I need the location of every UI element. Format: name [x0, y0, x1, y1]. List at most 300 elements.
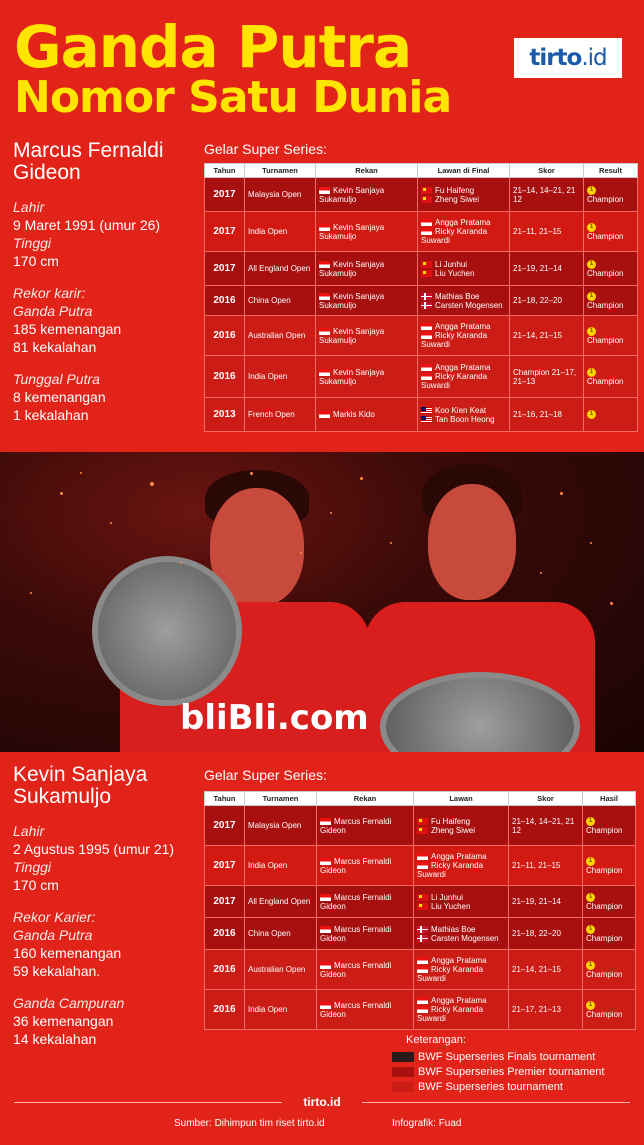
opponent-name: Angga Pratama	[431, 852, 487, 861]
spark-dot	[60, 492, 63, 495]
tinggi-label: Tinggi	[13, 235, 52, 251]
cell-partner	[316, 356, 418, 398]
cell-year: 2017	[205, 846, 245, 886]
cell-tournament: Australian Open	[245, 316, 316, 356]
profile-marcus	[13, 140, 193, 424]
opponent-2	[421, 269, 506, 278]
partner-name: Marcus Fernaldi Gideon	[320, 816, 392, 835]
col-header: Turnamen	[245, 164, 316, 178]
legend-swatch	[392, 1052, 414, 1062]
table1-title: Gelar Super Series:	[204, 141, 327, 157]
partner-name: Kevin Sanjaya Sukamuljo	[319, 367, 385, 386]
result-text: Champion	[587, 194, 624, 204]
col-header: Lawan	[414, 792, 509, 806]
opponent-name: Angga Pratama	[431, 996, 487, 1005]
flag-icon	[421, 407, 432, 414]
cell-opponents	[414, 846, 509, 886]
flag-indonesia-icon	[319, 328, 330, 335]
flag-icon	[421, 416, 432, 423]
col-header: Hasil	[583, 792, 636, 806]
tinggi-label: Tinggi	[13, 859, 52, 875]
cell-year: 2013	[205, 398, 245, 432]
flag-icon	[421, 332, 432, 339]
medal-icon: 1	[587, 260, 596, 269]
flag-indonesia-icon	[319, 369, 330, 376]
cell-score: 21–17, 21–13	[509, 990, 583, 1030]
partner-name: Kevin Sanjaya Sukamuljo	[319, 291, 385, 310]
hero-photo	[0, 452, 644, 752]
opponent-2	[421, 372, 506, 390]
medal-icon: 1	[587, 186, 596, 195]
cell-opponents	[414, 918, 509, 950]
partner-name: Kevin Sanjaya Sukamuljo	[319, 185, 385, 204]
cat2-loss: 1 kekalahan	[13, 407, 89, 423]
cell-tournament: All England Open	[245, 886, 317, 918]
opponent-2	[421, 195, 506, 204]
table2-title: Gelar Super Series:	[204, 767, 327, 783]
opponent-name: Zheng Siwei	[431, 825, 476, 835]
cell-tournament: India Open	[245, 212, 316, 252]
cell-year: 2017	[205, 886, 245, 918]
result-text: Champion	[587, 231, 624, 241]
partner-name: Marcus Fernaldi Gideon	[320, 924, 392, 943]
flag-indonesia-icon	[320, 926, 331, 933]
result-text: Champion	[587, 300, 624, 310]
opponent-name: Mathias Boe	[435, 291, 480, 301]
table-row	[205, 178, 638, 212]
opponent-1	[417, 925, 505, 934]
spark-dot	[330, 512, 332, 514]
name-line-2: Gideon	[13, 161, 81, 184]
cell-tournament: China Open	[245, 286, 316, 316]
opponent-1	[421, 406, 506, 415]
result-text: Champion	[587, 335, 624, 345]
legend-label: BWF Superseries Premier tournament	[418, 1065, 605, 1078]
medal-icon: 1	[587, 327, 596, 336]
flag-indonesia-icon	[319, 261, 330, 268]
cell-result	[583, 918, 636, 950]
source-text: Sumber: Dihimpun tim riset tirto.id	[174, 1118, 325, 1129]
cell-opponents	[418, 398, 510, 432]
legend-title: Keterangan:	[406, 1034, 466, 1046]
cell-year: 2017	[205, 178, 245, 212]
cell-result	[583, 950, 636, 990]
table-row	[205, 316, 638, 356]
cell-tournament: Malaysia Open	[245, 178, 316, 212]
cell-tournament: India Open	[245, 846, 317, 886]
legend-item	[392, 1049, 632, 1064]
flag-icon	[417, 903, 428, 910]
opponent-name: Ricky Karanda Suwardi	[421, 331, 488, 349]
flag-icon	[421, 293, 432, 300]
flag-icon	[417, 935, 428, 942]
cell-partner	[317, 806, 414, 846]
cell-score: 21–18, 22–20	[510, 286, 584, 316]
rekor-label: Rekor Karier:	[13, 909, 96, 925]
result-text: Champion	[586, 933, 623, 943]
flag-icon	[421, 270, 432, 277]
cat1-loss: 59 kekalahan.	[13, 963, 101, 979]
flag-icon	[421, 187, 432, 194]
opponent-2	[417, 902, 505, 911]
titles-table-kevin	[204, 791, 636, 1030]
opponent-name: Zheng Siwei	[435, 194, 480, 204]
rekor-label: Rekor karir:	[13, 285, 86, 301]
cell-score: 21–16, 21–18	[510, 398, 584, 432]
opponent-1	[417, 852, 505, 861]
spark-dot	[360, 477, 363, 480]
opponent-name: Fu Haifeng	[435, 185, 475, 195]
opponent-2	[417, 1005, 505, 1023]
flag-indonesia-icon	[320, 894, 331, 901]
cell-partner	[316, 252, 418, 286]
cell-score: 21–14, 21–15	[509, 950, 583, 990]
titles-table-marcus	[204, 163, 638, 432]
opponent-name: Angga Pratama	[435, 322, 491, 331]
table-row	[205, 950, 636, 990]
tirto-logo	[514, 38, 622, 78]
cell-result	[584, 316, 638, 356]
spark-dot	[180, 562, 182, 564]
opponent-1	[417, 817, 505, 826]
cell-score: 21–19, 21–14	[510, 252, 584, 286]
flag-indonesia-icon	[320, 818, 331, 825]
cell-year: 2016	[205, 286, 245, 316]
opponent-name: Fu Haifeng	[431, 816, 471, 826]
profile-name	[13, 764, 193, 808]
profile-kevin	[13, 764, 193, 1048]
cell-tournament: India Open	[245, 990, 317, 1030]
cell-opponents	[418, 178, 510, 212]
cell-tournament: All England Open	[245, 252, 316, 286]
cell-opponents	[418, 356, 510, 398]
cell-year: 2017	[205, 806, 245, 846]
flag-icon	[417, 818, 428, 825]
cell-partner	[317, 950, 414, 990]
spark-dot	[540, 572, 542, 574]
opponent-name: Tan Boon Heong	[435, 414, 495, 424]
partner-name: Marcus Fernaldi Gideon	[320, 892, 392, 911]
cat1-loss: 81 kekalahan	[13, 339, 97, 355]
title-line-1: Ganda Putra	[14, 13, 412, 81]
opponent-name: Carsten Mogensen	[431, 933, 499, 943]
opponent-name: Mathias Boe	[431, 924, 476, 934]
cell-year: 2017	[205, 252, 245, 286]
legend-swatch	[392, 1067, 414, 1077]
opponent-name: Ricky Karanda Suwardi	[417, 1005, 484, 1023]
cell-score: Champion 21–17, 21–13	[510, 356, 584, 398]
cell-partner	[317, 918, 414, 950]
cell-partner	[317, 846, 414, 886]
result-text: Champion	[586, 825, 623, 835]
legend-label: BWF Superseries tournament	[418, 1080, 563, 1093]
cell-result	[584, 398, 638, 432]
opponent-1	[421, 363, 506, 372]
cell-score: 21–14, 14–21, 21 12	[509, 806, 583, 846]
cell-opponents	[414, 886, 509, 918]
cell-result	[584, 356, 638, 398]
opponent-2	[421, 331, 506, 349]
name-line-1: Marcus Fernaldi	[13, 139, 164, 162]
flag-icon	[421, 302, 432, 309]
partner-name: Kevin Sanjaya Sukamuljo	[319, 222, 385, 241]
cell-partner	[317, 990, 414, 1030]
table-row	[205, 918, 636, 950]
flag-icon	[417, 926, 428, 933]
tinggi-value: 170 cm	[13, 253, 59, 269]
opponent-1	[417, 956, 505, 965]
partner-name: Marcus Fernaldi Gideon	[320, 1000, 392, 1019]
partner-name: Kevin Sanjaya Sukamuljo	[319, 326, 385, 345]
opponent-1	[421, 186, 506, 195]
footer-logo: tirto.id	[303, 1095, 341, 1109]
cell-result	[584, 252, 638, 286]
opponent-name: Ricky Karanda Suwardi	[417, 861, 484, 879]
table-row	[205, 252, 638, 286]
opponent-1	[417, 893, 505, 902]
cell-tournament: Australian Open	[245, 950, 317, 990]
medal-icon: 1	[586, 925, 595, 934]
legend-swatch	[392, 1082, 414, 1092]
logo-dot: .id	[581, 45, 607, 71]
result-text: Champion	[587, 376, 624, 386]
col-header: Lawan di Final	[418, 164, 510, 178]
flag-indonesia-icon	[319, 187, 330, 194]
result-text: Champion	[586, 1009, 623, 1019]
opponent-name: Angga Pratama	[431, 956, 487, 965]
flag-icon	[421, 323, 432, 330]
spark-dot	[30, 592, 32, 594]
flag-icon	[417, 1006, 428, 1013]
flag-icon	[421, 219, 432, 226]
spark-dot	[80, 472, 82, 474]
cell-year: 2016	[205, 918, 245, 950]
cell-opponents	[418, 212, 510, 252]
cell-tournament: India Open	[245, 356, 316, 398]
logo-text: tirto	[529, 45, 582, 71]
lahir-label: Lahir	[13, 199, 45, 215]
cell-partner	[316, 286, 418, 316]
cell-result	[583, 806, 636, 846]
opponent-1	[421, 218, 506, 227]
opponent-2	[417, 965, 505, 983]
trophy-plate-left	[92, 556, 242, 706]
partner-name: Marcus Fernaldi Gideon	[320, 960, 392, 979]
face-right	[428, 484, 516, 600]
opponent-1	[421, 260, 506, 269]
page-title	[14, 13, 514, 123]
opponent-2	[421, 415, 506, 424]
flag-icon	[421, 364, 432, 371]
cell-opponents	[418, 316, 510, 356]
opponent-name: Koo Kien Keat	[435, 405, 487, 415]
medal-icon: 1	[586, 1001, 595, 1010]
medal-icon: 1	[586, 857, 595, 866]
title-line-2: Nomor Satu Dunia	[14, 72, 452, 123]
flag-indonesia-icon	[320, 858, 331, 865]
partner-name: Marcus Fernaldi Gideon	[320, 856, 392, 875]
result-text: Champion	[586, 865, 623, 875]
credit-text: Infografik: Fuad	[392, 1118, 462, 1129]
table-row	[205, 286, 638, 316]
cell-year: 2016	[205, 356, 245, 398]
medal-icon: 1	[587, 368, 596, 377]
cat2-label: Tunggal Putra	[13, 371, 100, 387]
cell-score: 21–14, 21–15	[510, 316, 584, 356]
cell-partner	[317, 886, 414, 918]
table-row	[205, 356, 638, 398]
flag-indonesia-icon	[319, 293, 330, 300]
cell-tournament: Malaysia Open	[245, 806, 317, 846]
opponent-2	[421, 301, 506, 310]
cell-year: 2016	[205, 990, 245, 1030]
table-row	[205, 212, 638, 252]
lahir-value: 9 Maret 1991 (umur 26)	[13, 217, 161, 233]
spark-dot	[300, 552, 302, 554]
legend-item	[392, 1064, 632, 1079]
flag-icon	[417, 894, 428, 901]
cell-tournament: China Open	[245, 918, 317, 950]
medal-icon: 1	[586, 961, 595, 970]
medal-icon: 1	[587, 223, 596, 232]
col-header: Skor	[510, 164, 584, 178]
flag-icon	[421, 373, 432, 380]
cat2-label: Ganda Campuran	[13, 995, 125, 1011]
cat2-loss: 14 kekalahan	[13, 1031, 97, 1047]
result-text: Champion	[586, 901, 623, 911]
profile-name	[13, 140, 193, 184]
cell-opponents	[414, 990, 509, 1030]
cell-result	[583, 886, 636, 918]
opponent-2	[417, 861, 505, 879]
result-text: Champion	[586, 969, 623, 979]
flag-icon	[417, 997, 428, 1004]
tinggi-value: 170 cm	[13, 877, 59, 893]
opponent-name: Li Junhui	[435, 259, 468, 269]
col-header: Tahun	[205, 164, 245, 178]
cell-score: 21–18, 22–20	[509, 918, 583, 950]
legend	[392, 1034, 632, 1094]
cell-year: 2016	[205, 316, 245, 356]
lahir-label: Lahir	[13, 823, 45, 839]
spark-dot	[250, 472, 253, 475]
opponent-2	[417, 826, 505, 835]
flag-indonesia-icon	[320, 1002, 331, 1009]
name-line-2: Sukamuljo	[13, 785, 112, 808]
cat1-win: 160 kemenangan	[13, 945, 122, 961]
legend-item	[392, 1079, 632, 1094]
cell-opponents	[414, 806, 509, 846]
col-header: Rekan	[317, 792, 414, 806]
table-row	[205, 398, 638, 432]
cell-partner	[316, 398, 418, 432]
col-header: Turnamen	[245, 792, 317, 806]
opponent-name: Ricky Karanda Suwardi	[421, 372, 488, 390]
flag-icon	[417, 827, 428, 834]
cell-score: 21–11, 21–15	[509, 846, 583, 886]
cell-opponents	[418, 252, 510, 286]
flag-indonesia-icon	[319, 224, 330, 231]
opponent-name: Angga Pratama	[435, 218, 491, 227]
flag-icon	[417, 966, 428, 973]
cat1-label: Ganda Putra	[13, 303, 93, 319]
spark-dot	[590, 542, 592, 544]
medal-icon: 1	[587, 410, 596, 419]
opponent-1	[421, 322, 506, 331]
spark-dot	[150, 482, 154, 486]
table-row	[205, 886, 636, 918]
opponent-2	[417, 934, 505, 943]
legend-label: BWF Superseries Finals tournament	[418, 1050, 596, 1063]
opponent-name: Angga Pratama	[435, 363, 491, 372]
cell-result	[584, 286, 638, 316]
medal-icon: 1	[586, 817, 595, 826]
table-row	[205, 806, 636, 846]
cat2-win: 36 kemenangan	[13, 1013, 114, 1029]
cell-year: 2016	[205, 950, 245, 990]
col-header: Rekan	[316, 164, 418, 178]
cell-partner	[316, 316, 418, 356]
flag-icon	[417, 853, 428, 860]
cell-score: 21–19, 21–14	[509, 886, 583, 918]
cat1-win: 185 kemenangan	[13, 321, 122, 337]
spark-dot	[560, 492, 563, 495]
flag-indonesia-icon	[319, 411, 330, 418]
cell-partner	[316, 212, 418, 252]
opponent-1	[421, 292, 506, 301]
lahir-value: 2 Agustus 1995 (umur 21)	[13, 841, 175, 857]
cell-result	[584, 178, 638, 212]
cat1-label: Ganda Putra	[13, 927, 93, 943]
cell-score: 21–14, 14–21, 21 12	[510, 178, 584, 212]
opponent-name: Ricky Karanda Suwardi	[421, 227, 488, 245]
partner-name: Markis Kido	[333, 410, 375, 419]
flag-icon	[421, 228, 432, 235]
flag-icon	[421, 261, 432, 268]
cell-year: 2017	[205, 212, 245, 252]
cell-opponents	[414, 950, 509, 990]
cell-partner	[316, 178, 418, 212]
sponsor-text: bliBli.com	[180, 698, 369, 738]
opponent-name: Liu Yuchen	[435, 268, 475, 278]
cell-result	[583, 990, 636, 1030]
partner-name: Kevin Sanjaya Sukamuljo	[319, 259, 385, 278]
cell-tournament: French Open	[245, 398, 316, 432]
spark-dot	[610, 602, 613, 605]
table-row	[205, 846, 636, 886]
medal-icon: 1	[587, 292, 596, 301]
flag-icon	[417, 957, 428, 964]
opponent-1	[417, 996, 505, 1005]
cell-opponents	[418, 286, 510, 316]
opponent-name: Carsten Mogensen	[435, 300, 503, 310]
table-row	[205, 990, 636, 1030]
col-header: Skor	[509, 792, 583, 806]
col-header: Result	[584, 164, 638, 178]
opponent-name: Li Junhui	[431, 892, 464, 902]
opponent-name: Liu Yuchen	[431, 901, 471, 911]
flag-icon	[417, 862, 428, 869]
col-header: Tahun	[205, 792, 245, 806]
cell-result	[584, 212, 638, 252]
cell-score: 21–11, 21–15	[510, 212, 584, 252]
spark-dot	[110, 522, 112, 524]
name-line-1: Kevin Sanjaya	[13, 763, 148, 786]
cell-result	[583, 846, 636, 886]
flag-icon	[421, 196, 432, 203]
result-text: Champion	[587, 268, 624, 278]
opponent-2	[421, 227, 506, 245]
